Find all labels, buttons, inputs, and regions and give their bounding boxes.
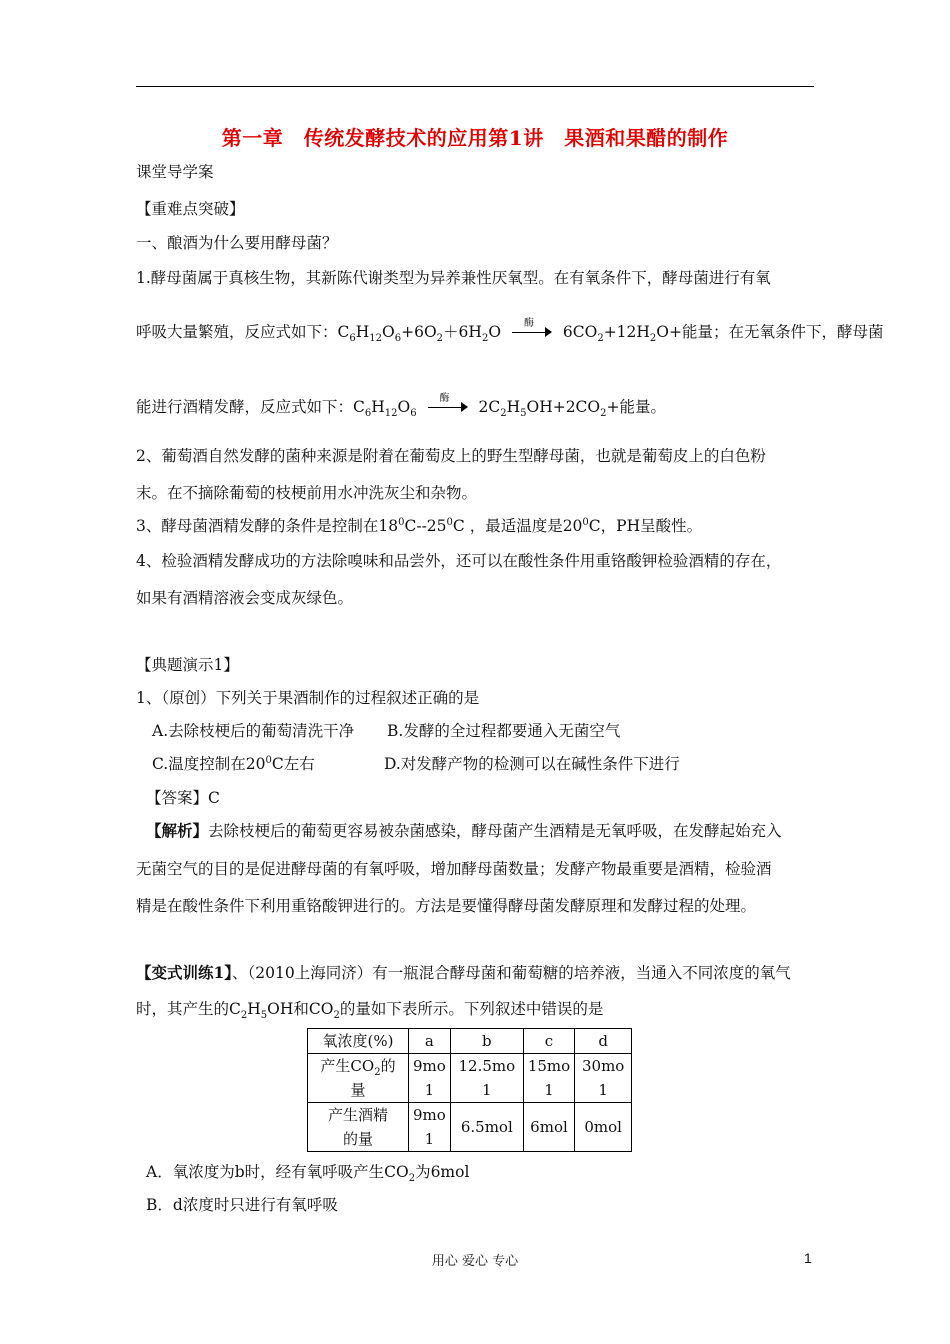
option-a: A．氧浓度为b时，经有氧呼吸产生$CO_2$为6mol xyxy=(146,1163,470,1185)
subtitle: 课堂导学案 xyxy=(136,163,214,181)
table-row xyxy=(308,1103,632,1152)
table-header-cell: a xyxy=(409,1029,451,1054)
paragraph-4a: 4、检验酒精发酵成功的方法除嗅味和品尝外，还可以在酸性条件用重铬酸钾检验酒精的存在， xyxy=(136,552,782,570)
example-question: 1、（原创）下列关于果酒制作的过程叙述正确的是 xyxy=(136,689,480,707)
analysis-line-3: 精是在酸性条件下利用重铬酸钾进行的。方法是要懂得酵母菌发酵原理和发酵过程的处理。 xyxy=(136,897,757,915)
table-cell: 6.5mol xyxy=(450,1103,523,1152)
paragraph-2b: 末。在不摘除葡萄的枝梗前用水冲洗灰尘和杂物。 xyxy=(136,484,478,502)
analysis-line-1: 【解析】去除枝梗后的葡萄更容易被杂菌感染，酵母菌产生酒精是无氧呼吸，在发酵起始充入 xyxy=(146,821,782,840)
table-row-label: 产生$CO_2$的 量 xyxy=(308,1054,409,1103)
table-cell: 9mo 1 xyxy=(409,1103,451,1152)
table-cell: 9mo 1 xyxy=(409,1054,451,1103)
table-cell: 30mo 1 xyxy=(575,1054,632,1103)
page-title: 第一章 传统发酵技术的应用第1讲 果酒和果醋的制作 xyxy=(221,126,729,150)
table-row-label: 产生酒精 的量 xyxy=(308,1103,409,1152)
example-heading: 【典题演示1】 xyxy=(136,656,239,674)
answer: 【答案】C xyxy=(146,789,220,807)
table-cell: 6mol xyxy=(523,1103,574,1152)
page-number: 1 xyxy=(804,1250,812,1266)
paragraph-1: 1.酵母菌属于真核生物，其新陈代谢类型为异养兼性厌氧型。在有氧条件下，酵母菌进行有氧 xyxy=(136,269,771,287)
table-header-cell: d xyxy=(575,1029,632,1054)
table-header-cell: 氧浓度(%) xyxy=(308,1029,409,1054)
paragraph-4b: 如果有酒精溶液会变成灰绿色。 xyxy=(136,589,354,607)
section-heading: 【重难点突破】 xyxy=(136,200,245,218)
table-header-cell: b xyxy=(450,1029,523,1054)
example-option-a: A.去除枝梗后的葡萄清洗干净 xyxy=(152,722,355,740)
paragraph-3: 3、酵母菌酒精发酵的条件是控制在$18^0C--25^0C$ ，最适温度是$20^0C$，PH呈酸性。 xyxy=(136,516,703,535)
table-row xyxy=(308,1054,632,1103)
header-rule xyxy=(136,86,814,87)
example-option-b: B.发酵的全过程都要通入无菌空气 xyxy=(387,722,621,740)
table-header-cell: c xyxy=(523,1029,574,1054)
option-b: B．d浓度时只进行有氧呼吸 xyxy=(146,1196,338,1214)
example-option-c: C.温度控制在$20^0C$左右 xyxy=(152,754,315,773)
question-heading: 一、酿酒为什么要用酵母菌？ xyxy=(136,234,338,252)
analysis-line-2: 无菌空气的目的是促进酵母菌的有氧呼吸，增加酵母菌数量；发酵产物最重要是酒精，检验酒 xyxy=(136,860,772,878)
reaction-arrow: 酶 xyxy=(428,401,468,415)
data-table xyxy=(307,1028,632,1152)
page-footer: 用心 爱心 专心 xyxy=(431,1254,519,1269)
paragraph-1-equation-anaerobic: 能进行酒精发酵，反应式如下：$C_6H_{12}O_6$ 酶 $2C_2H_5OH+2CO_2+$能量。 xyxy=(136,393,666,420)
example-option-d: D.对发酵产物的检测可以在碱性条件下进行 xyxy=(384,755,680,773)
reaction-arrow: 酶 xyxy=(512,326,552,340)
table-cell: 12.5mo 1 xyxy=(450,1054,523,1103)
table-header-row xyxy=(308,1029,632,1054)
variant-line-2: 时，其产生的$C_2H_5OH$和$CO_2$的量如下表所示。下列叙述中错误的是 xyxy=(136,1000,604,1022)
table-cell: 0mol xyxy=(575,1103,632,1152)
paragraph-2a: 2、葡萄酒自然发酵的菌种来源是附着在葡萄皮上的野生型酵母菌，也就是葡萄皮上的白色粉 xyxy=(136,447,766,465)
variant-line-1: 【变式训练1】、（2010上海同济）有一瓶混合酵母菌和葡萄糖的培养液，当通入不同浓度的氧气 xyxy=(136,963,791,982)
paragraph-1-equation-aerobic: 呼吸大量繁殖，反应式如下：$C_6H_{12}O_6+6O_2+6H_2O$ 酶 $6CO_2+12H_2O+$能量；在无氧条件下，酵母菌 xyxy=(136,318,884,345)
table-cell: 15mo 1 xyxy=(523,1054,574,1103)
